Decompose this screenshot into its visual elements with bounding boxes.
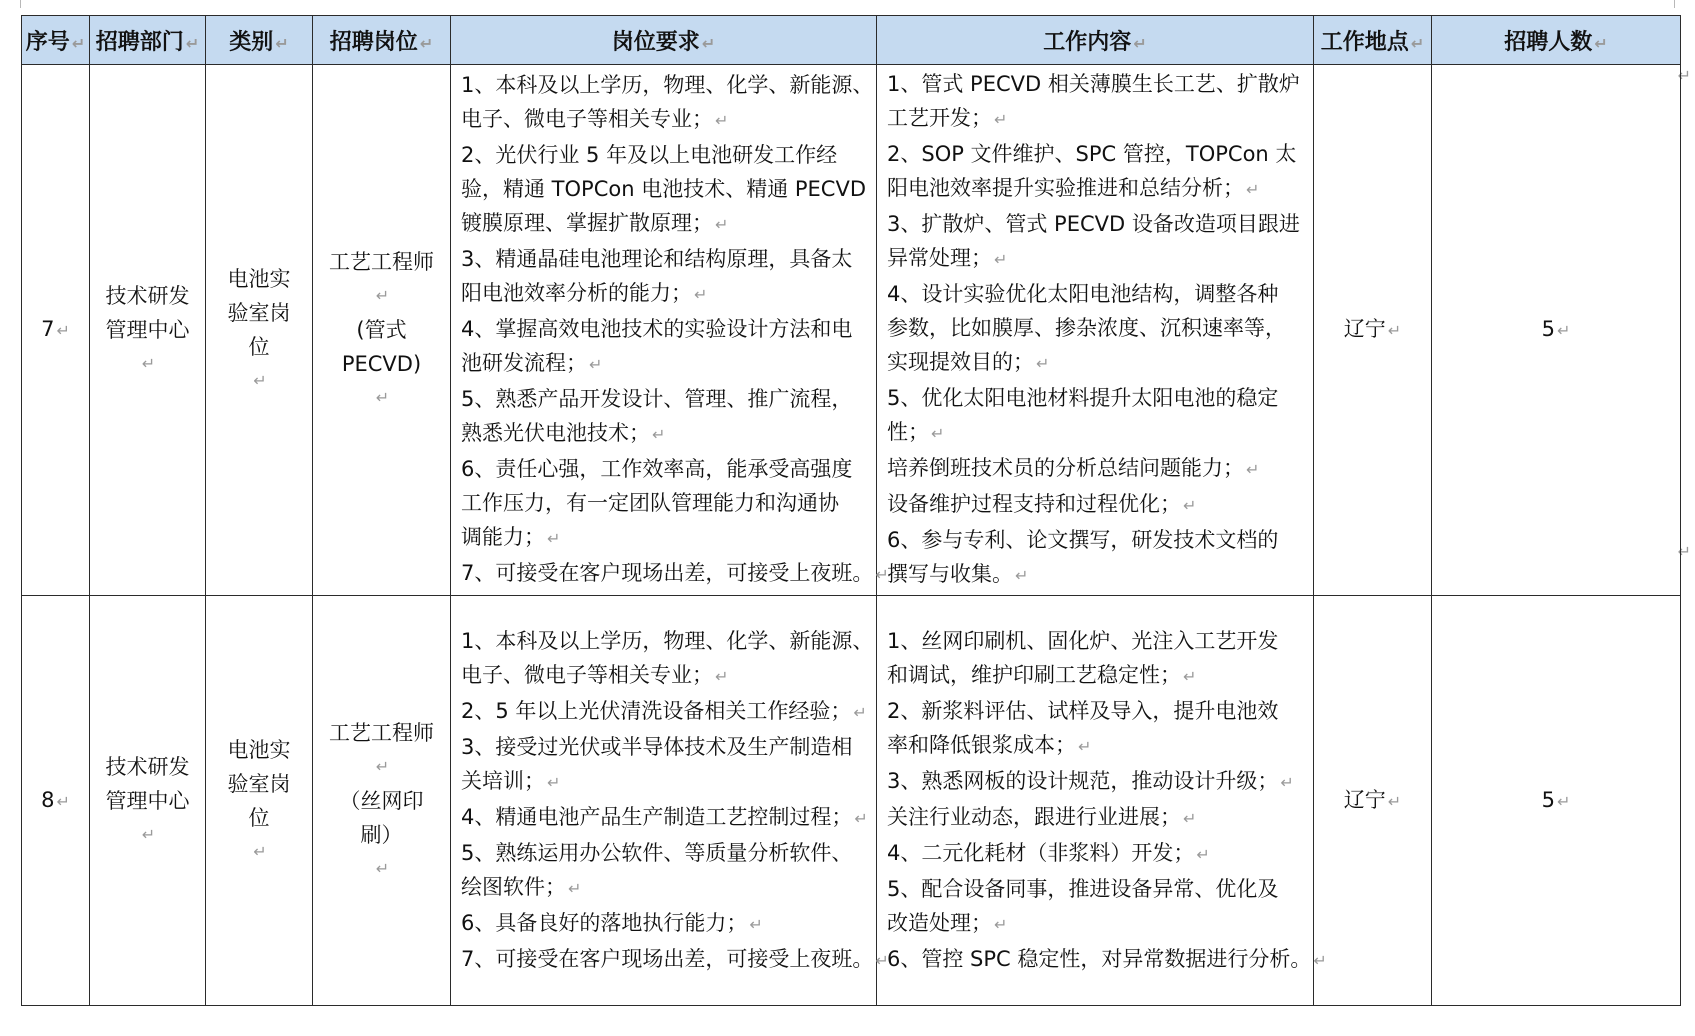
corner-crop-mark (6, 0, 21, 8)
header-cell-position: 招聘岗位 ↵ (313, 16, 451, 65)
table-row (22, 596, 1681, 1006)
cell-duties: 1、丝网印刷机、固化炉、光注入工艺开发 和调试，维护印刷工艺稳定性； ↵ 2、新浆料评估、试样及导入，提升电池效 率和降低银浆成本； ↵ 3、熟悉网板的设计规范，推动设计升级； ↵ 关注行业动态，跟进行业进展； ↵ 4、二元化耗材（非浆料）开发； ↵ 5、配合设备同事，推进设备异常、优化及 改造处理； ↵ 6、管控 SPC 稳定性，对异常数据进行分析。 ↵ (877, 596, 1314, 1006)
header-row (22, 16, 1681, 65)
header-cell-requirements: 岗位要求 ↵ (451, 16, 877, 65)
header-cell-index: 序号 ↵ (22, 16, 90, 65)
header-cell-department: 招聘部门 ↵ (90, 16, 206, 65)
cell-count: 5 ↵ (1432, 65, 1681, 596)
corner-crop-mark (1674, 0, 1689, 8)
cell-requirements: 1、本科及以上学历，物理、化学、新能源、 电子、微电子等相关专业； ↵ 2、5 年以上光伏清洗设备相关工作经验； ↵ 3、接受过光伏或半导体技术及生产制造相 关培训； ↵ 4、精通电池产品生产制造工艺控制过程； ↵ 5、熟练运用办公软件、等质量分析软件、 绘图软件； ↵ 6、具备良好的落地执行能力； ↵ 7、可接受在客户现场出差，可接受上夜班。 ↵ (451, 596, 877, 1006)
header-cell-location: 工作地点 ↵ (1314, 16, 1432, 65)
cell-index: 7 ↵ (22, 65, 90, 596)
header-cell-count: 招聘人数 ↵ (1432, 16, 1681, 65)
cell-category: 电池实 验室岗 位 ↵ (206, 65, 313, 596)
cell-department: 技术研发 管理中心 ↵ (90, 65, 206, 596)
paragraph-mark: ↵ (1677, 66, 1691, 85)
cell-position: 工艺工程师 ↵ （丝网印 刷） ↵ (313, 596, 451, 1006)
cell-department: 技术研发 管理中心 ↵ (90, 596, 206, 1006)
cell-position: 工艺工程师 ↵ (管式 PECVD) ↵ (313, 65, 451, 596)
paragraph-mark: ↵ (1677, 542, 1691, 561)
cell-index: 8 ↵ (22, 596, 90, 1006)
cell-location: 辽宁 ↵ (1314, 65, 1432, 596)
cell-duties: 1、管式 PECVD 相关薄膜生长工艺、扩散炉 工艺开发； ↵ 2、SOP 文件维护、SPC 管控，TOPCon 太 阳电池效率提升实验推进和总结分析； ↵ 3、扩散炉、管式 PECVD 设备改造项目跟进 异常处理； ↵ 4、设计实验优化太阳电池结构，调整各种 参数，比如膜厚、掺杂浓度、沉积速率等， 实现提效目的； ↵ 5、优化太阳电池材料提升太阳电池的稳定 性； ↵ 培养倒班技术员的分析总结问题能力； ↵ 设备维护过程支持和过程优化； ↵ 6、参与专利、论文撰写，研发技术文档的 撰写与收集。 ↵ (877, 65, 1314, 596)
cell-count: 5 ↵ (1432, 596, 1681, 1006)
header-cell-category: 类别 ↵ (206, 16, 313, 65)
table-row (22, 65, 1681, 596)
cell-category: 电池实 验室岗 位 ↵ (206, 596, 313, 1006)
header-cell-duties: 工作内容 ↵ (877, 16, 1314, 65)
cell-requirements: 1、本科及以上学历，物理、化学、新能源、 电子、微电子等相关专业； ↵ 2、光伏行业 5 年及以上电池研发工作经 验，精通 TOPCon 电池技术、精通 PECVD 镀膜原理、掌握扩散原理； ↵ 3、精通晶硅电池理论和结构原理，具备太 阳电池效率分析的能力； ↵ 4、掌握高效电池技术的实验设计方法和电 池研发流程； ↵ 5、熟悉产品开发设计、管理、推广流程， 熟悉光伏电池技术； ↵ 6、责任心强，工作效率高，能承受高强度 工作压力，有一定团队管理能力和沟通协 调能力； ↵ 7、可接受在客户现场出差，可接受上夜班。 ↵ (451, 65, 877, 596)
recruitment-table (21, 15, 1681, 1006)
cell-location: 辽宁 ↵ (1314, 596, 1432, 1006)
